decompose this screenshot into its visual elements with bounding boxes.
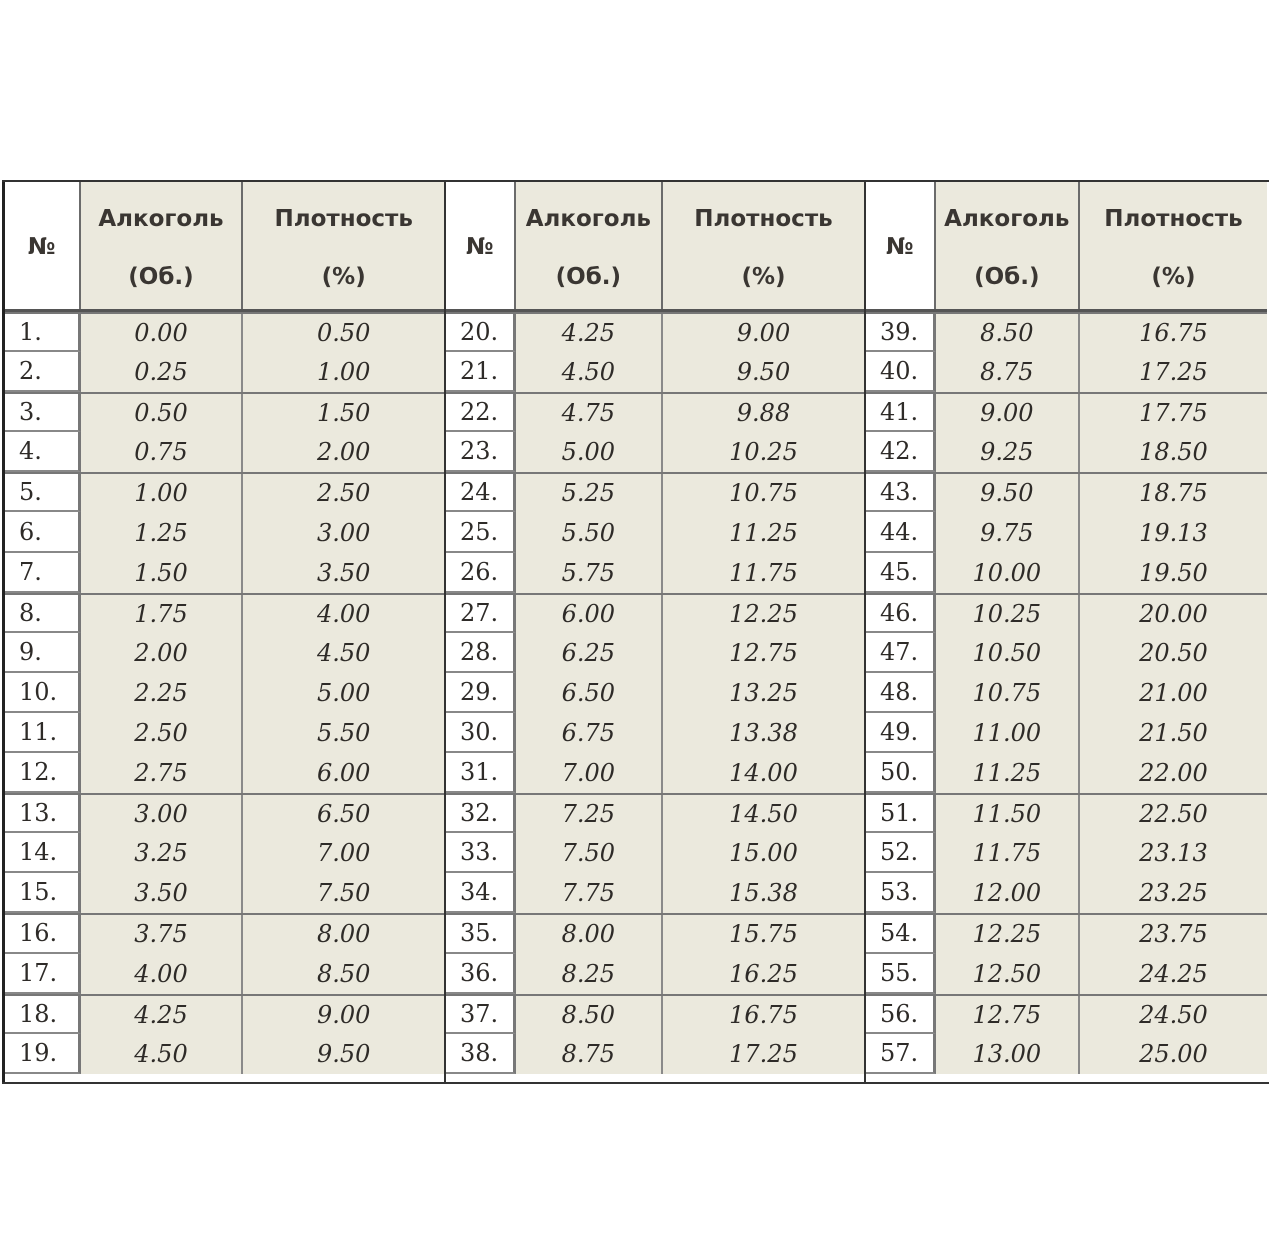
density-cell: 7.00 <box>243 833 444 873</box>
table-row <box>866 913 1267 953</box>
table-body <box>866 312 1267 1082</box>
row-number-cell: 54. <box>866 915 936 953</box>
alcohol-cell: 6.00 <box>516 595 663 633</box>
density-cell: 15.75 <box>663 915 864 953</box>
density-cell: 4.00 <box>243 595 444 633</box>
row-number-cell: 2. <box>5 352 81 392</box>
table-row <box>866 873 1267 913</box>
alcohol-cell: 4.25 <box>81 996 244 1034</box>
table-row <box>446 352 864 392</box>
alcohol-cell: 5.50 <box>516 512 663 552</box>
density-cell: 9.50 <box>243 1034 444 1074</box>
alcohol-cell: 3.00 <box>81 795 244 833</box>
density-cell: 22.00 <box>1080 753 1267 793</box>
header-alcohol <box>81 182 244 309</box>
table-body <box>446 312 864 1082</box>
table-row <box>446 873 864 913</box>
row-number-cell: 17. <box>5 954 81 994</box>
header-density <box>1080 182 1267 309</box>
alcohol-cell: 13.00 <box>936 1034 1080 1074</box>
header-density <box>663 182 864 309</box>
density-cell: 18.75 <box>1080 474 1267 512</box>
header-alcohol-line-1: Алкоголь <box>525 206 651 232</box>
alcohol-cell: 10.25 <box>936 595 1080 633</box>
header-number <box>866 182 936 309</box>
table-row <box>446 713 864 753</box>
density-cell: 23.25 <box>1080 873 1267 913</box>
table-row <box>5 713 444 753</box>
row-number-cell: 7. <box>5 553 81 593</box>
row-number-cell: 23. <box>446 432 516 472</box>
row-number-cell: 14. <box>5 833 81 873</box>
table-block-3 <box>864 182 1267 1082</box>
density-cell: 7.50 <box>243 873 444 913</box>
density-cell: 8.00 <box>243 915 444 953</box>
row-number-cell: 4. <box>5 432 81 472</box>
density-cell: 19.50 <box>1080 553 1267 593</box>
table-row <box>866 432 1267 472</box>
alcohol-cell: 12.00 <box>936 873 1080 913</box>
row-number-cell: 12. <box>5 753 81 793</box>
row-number-cell: 35. <box>446 915 516 953</box>
alcohol-cell: 8.25 <box>516 954 663 994</box>
table-row <box>5 432 444 472</box>
row-number-cell: 42. <box>866 432 936 472</box>
alcohol-cell: 9.75 <box>936 512 1080 552</box>
density-cell: 24.50 <box>1080 996 1267 1034</box>
density-cell: 1.50 <box>243 394 444 432</box>
row-number-cell: 39. <box>866 314 936 352</box>
density-cell: 13.38 <box>663 713 864 753</box>
alcohol-cell: 9.00 <box>936 394 1080 432</box>
alcohol-cell: 2.50 <box>81 713 244 753</box>
alcohol-cell: 3.25 <box>81 833 244 873</box>
alcohol-cell: 4.75 <box>516 394 663 432</box>
alcohol-cell: 1.25 <box>81 512 244 552</box>
table-row <box>866 793 1267 833</box>
header-alcohol-line-2: (Об.) <box>555 264 621 290</box>
density-cell: 9.00 <box>243 996 444 1034</box>
header-row <box>446 182 864 312</box>
row-number-cell: 38. <box>446 1034 516 1074</box>
header-row <box>5 182 444 312</box>
alcohol-cell: 6.25 <box>516 633 663 673</box>
alcohol-cell: 0.50 <box>81 394 244 432</box>
density-cell: 14.50 <box>663 795 864 833</box>
table-row <box>446 994 864 1034</box>
row-number-cell: 13. <box>5 795 81 833</box>
density-cell: 11.75 <box>663 553 864 593</box>
table-row <box>5 673 444 713</box>
table-row <box>5 954 444 994</box>
alcohol-cell: 5.25 <box>516 474 663 512</box>
alcohol-cell: 9.25 <box>936 432 1080 472</box>
row-number-cell: 41. <box>866 394 936 432</box>
density-cell: 17.75 <box>1080 394 1267 432</box>
table-row <box>866 753 1267 793</box>
alcohol-cell: 4.50 <box>516 352 663 392</box>
table-row <box>5 392 444 432</box>
table-row <box>446 793 864 833</box>
alcohol-density-table <box>2 180 1269 1084</box>
row-number-cell: 10. <box>5 673 81 713</box>
density-cell: 4.50 <box>243 633 444 673</box>
table-block-1 <box>2 182 444 1082</box>
density-cell: 25.00 <box>1080 1034 1267 1074</box>
alcohol-cell: 12.50 <box>936 954 1080 994</box>
row-number-cell: 11. <box>5 713 81 753</box>
table-row <box>866 593 1267 633</box>
table-block-2 <box>444 182 864 1082</box>
header-alcohol-line-1: Алкоголь <box>944 206 1070 232</box>
table-row <box>866 312 1267 352</box>
row-number-cell: 15. <box>5 873 81 913</box>
row-number-cell: 37. <box>446 996 516 1034</box>
row-number-cell: 16. <box>5 915 81 953</box>
header-alcohol <box>516 182 663 309</box>
table-row <box>866 954 1267 994</box>
row-number-cell: 44. <box>866 512 936 552</box>
table-row <box>866 673 1267 713</box>
table-row <box>5 913 444 953</box>
table-row <box>446 833 864 873</box>
table-row <box>5 833 444 873</box>
table-row <box>5 512 444 552</box>
table-row <box>5 593 444 633</box>
density-cell: 15.38 <box>663 873 864 913</box>
table-row <box>866 512 1267 552</box>
alcohol-cell: 7.25 <box>516 795 663 833</box>
alcohol-cell: 7.00 <box>516 753 663 793</box>
row-number-cell: 53. <box>866 873 936 913</box>
alcohol-cell: 6.50 <box>516 673 663 713</box>
row-number-cell: 1. <box>5 314 81 352</box>
density-cell: 22.50 <box>1080 795 1267 833</box>
header-density-line-1: Плотность <box>1104 206 1243 232</box>
row-number-cell: 29. <box>446 673 516 713</box>
alcohol-cell: 11.00 <box>936 713 1080 753</box>
row-number-cell: 8. <box>5 595 81 633</box>
header-density-line-1: Плотность <box>274 206 413 232</box>
alcohol-cell: 12.25 <box>936 915 1080 953</box>
table-row <box>446 593 864 633</box>
alcohol-cell: 3.75 <box>81 915 244 953</box>
density-cell: 15.00 <box>663 833 864 873</box>
row-number-cell: 19. <box>5 1034 81 1074</box>
table-row <box>446 633 864 673</box>
density-cell: 19.13 <box>1080 512 1267 552</box>
row-number-cell: 5. <box>5 474 81 512</box>
density-cell: 1.00 <box>243 352 444 392</box>
density-cell: 2.00 <box>243 432 444 472</box>
header-density-line-2: (%) <box>321 264 366 290</box>
density-cell: 12.75 <box>663 633 864 673</box>
alcohol-cell: 1.00 <box>81 474 244 512</box>
density-cell: 12.25 <box>663 595 864 633</box>
header-density-line-2: (%) <box>741 264 786 290</box>
alcohol-cell: 4.50 <box>81 1034 244 1074</box>
header-number-label: № <box>27 234 56 260</box>
header-density-line-2: (%) <box>1151 264 1196 290</box>
row-number-cell: 26. <box>446 553 516 593</box>
header-alcohol-line-1: Алкоголь <box>98 206 224 232</box>
row-number-cell: 27. <box>446 595 516 633</box>
density-cell: 10.75 <box>663 474 864 512</box>
table-row <box>5 873 444 913</box>
density-cell: 9.00 <box>663 314 864 352</box>
density-cell: 0.50 <box>243 314 444 352</box>
header-number-label: № <box>885 234 914 260</box>
row-number-cell: 36. <box>446 954 516 994</box>
header-number-label: № <box>466 234 494 260</box>
header-alcohol <box>936 182 1080 309</box>
row-number-cell: 40. <box>866 352 936 392</box>
density-cell: 16.75 <box>663 996 864 1034</box>
row-number-cell: 49. <box>866 713 936 753</box>
alcohol-cell: 0.75 <box>81 432 244 472</box>
row-number-cell: 33. <box>446 833 516 873</box>
row-number-cell: 32. <box>446 795 516 833</box>
table-body <box>5 312 444 1082</box>
alcohol-cell: 10.00 <box>936 553 1080 593</box>
density-cell: 5.00 <box>243 673 444 713</box>
row-number-cell: 47. <box>866 633 936 673</box>
row-number-cell: 57. <box>866 1034 936 1074</box>
alcohol-cell: 4.25 <box>516 314 663 352</box>
density-cell: 13.25 <box>663 673 864 713</box>
alcohol-cell: 10.75 <box>936 673 1080 713</box>
density-cell: 21.50 <box>1080 713 1267 753</box>
density-cell: 3.50 <box>243 553 444 593</box>
row-number-cell: 51. <box>866 795 936 833</box>
row-number-cell: 20. <box>446 314 516 352</box>
alcohol-cell: 2.25 <box>81 673 244 713</box>
header-alcohol-line-2: (Об.) <box>974 264 1040 290</box>
table-row <box>866 1034 1267 1074</box>
table-row <box>446 753 864 793</box>
alcohol-cell: 6.75 <box>516 713 663 753</box>
alcohol-cell: 0.25 <box>81 352 244 392</box>
table-row <box>866 352 1267 392</box>
alcohol-cell: 8.50 <box>936 314 1080 352</box>
header-number <box>446 182 516 309</box>
density-cell: 2.50 <box>243 474 444 512</box>
density-cell: 23.13 <box>1080 833 1267 873</box>
table-row <box>5 312 444 352</box>
table-row <box>5 1034 444 1074</box>
row-number-cell: 46. <box>866 595 936 633</box>
density-cell: 6.50 <box>243 795 444 833</box>
row-number-cell: 25. <box>446 512 516 552</box>
table-row <box>5 472 444 512</box>
alcohol-cell: 8.75 <box>516 1034 663 1074</box>
density-cell: 20.50 <box>1080 633 1267 673</box>
table-row <box>446 913 864 953</box>
header-density-line-1: Плотность <box>694 206 833 232</box>
density-cell: 24.25 <box>1080 954 1267 994</box>
table-row <box>5 994 444 1034</box>
density-cell: 17.25 <box>1080 352 1267 392</box>
alcohol-cell: 11.75 <box>936 833 1080 873</box>
row-number-cell: 30. <box>446 713 516 753</box>
density-cell: 9.88 <box>663 394 864 432</box>
table-row <box>866 833 1267 873</box>
table-row <box>5 553 444 593</box>
row-number-cell: 21. <box>446 352 516 392</box>
alcohol-cell: 3.50 <box>81 873 244 913</box>
table-row <box>5 633 444 673</box>
alcohol-cell: 1.50 <box>81 553 244 593</box>
row-number-cell: 31. <box>446 753 516 793</box>
alcohol-cell: 2.75 <box>81 753 244 793</box>
table-row <box>446 312 864 352</box>
table-row <box>446 553 864 593</box>
alcohol-cell: 7.50 <box>516 833 663 873</box>
alcohol-cell: 4.00 <box>81 954 244 994</box>
density-cell: 18.50 <box>1080 432 1267 472</box>
row-number-cell: 3. <box>5 394 81 432</box>
table-row <box>866 553 1267 593</box>
density-cell: 6.00 <box>243 753 444 793</box>
table-row <box>446 512 864 552</box>
alcohol-cell: 11.50 <box>936 795 1080 833</box>
density-cell: 9.50 <box>663 352 864 392</box>
row-number-cell: 48. <box>866 673 936 713</box>
row-number-cell: 56. <box>866 996 936 1034</box>
row-number-cell: 24. <box>446 474 516 512</box>
density-cell: 8.50 <box>243 954 444 994</box>
table-row <box>446 432 864 472</box>
density-cell: 21.00 <box>1080 673 1267 713</box>
table-row <box>866 994 1267 1034</box>
alcohol-cell: 5.75 <box>516 553 663 593</box>
table-row <box>5 753 444 793</box>
row-number-cell: 22. <box>446 394 516 432</box>
row-number-cell: 9. <box>5 633 81 673</box>
row-number-cell: 18. <box>5 996 81 1034</box>
table-row <box>446 673 864 713</box>
row-number-cell: 52. <box>866 833 936 873</box>
table-row <box>866 633 1267 673</box>
table-row <box>446 392 864 432</box>
header-density <box>243 182 444 309</box>
density-cell: 11.25 <box>663 512 864 552</box>
alcohol-cell: 11.25 <box>936 753 1080 793</box>
alcohol-cell: 1.75 <box>81 595 244 633</box>
header-alcohol-line-2: (Об.) <box>128 264 194 290</box>
alcohol-cell: 8.75 <box>936 352 1080 392</box>
table-row <box>866 472 1267 512</box>
header-row <box>866 182 1267 312</box>
table-row <box>5 793 444 833</box>
row-number-cell: 6. <box>5 512 81 552</box>
table-row <box>866 392 1267 432</box>
header-number <box>5 182 81 309</box>
density-cell: 17.25 <box>663 1034 864 1074</box>
table-row <box>446 1034 864 1074</box>
row-number-cell: 45. <box>866 553 936 593</box>
alcohol-cell: 0.00 <box>81 314 244 352</box>
density-cell: 16.25 <box>663 954 864 994</box>
alcohol-cell: 12.75 <box>936 996 1080 1034</box>
row-number-cell: 28. <box>446 633 516 673</box>
density-cell: 23.75 <box>1080 915 1267 953</box>
density-cell: 10.25 <box>663 432 864 472</box>
table-row <box>5 352 444 392</box>
density-cell: 16.75 <box>1080 314 1267 352</box>
table-row <box>446 472 864 512</box>
density-cell: 3.00 <box>243 512 444 552</box>
alcohol-cell: 8.50 <box>516 996 663 1034</box>
row-number-cell: 43. <box>866 474 936 512</box>
density-cell: 20.00 <box>1080 595 1267 633</box>
row-number-cell: 55. <box>866 954 936 994</box>
table-row <box>866 713 1267 753</box>
alcohol-cell: 8.00 <box>516 915 663 953</box>
density-cell: 5.50 <box>243 713 444 753</box>
alcohol-cell: 2.00 <box>81 633 244 673</box>
table-row <box>446 954 864 994</box>
row-number-cell: 50. <box>866 753 936 793</box>
alcohol-cell: 5.00 <box>516 432 663 472</box>
density-cell: 14.00 <box>663 753 864 793</box>
row-number-cell: 34. <box>446 873 516 913</box>
alcohol-cell: 7.75 <box>516 873 663 913</box>
alcohol-cell: 9.50 <box>936 474 1080 512</box>
alcohol-cell: 10.50 <box>936 633 1080 673</box>
